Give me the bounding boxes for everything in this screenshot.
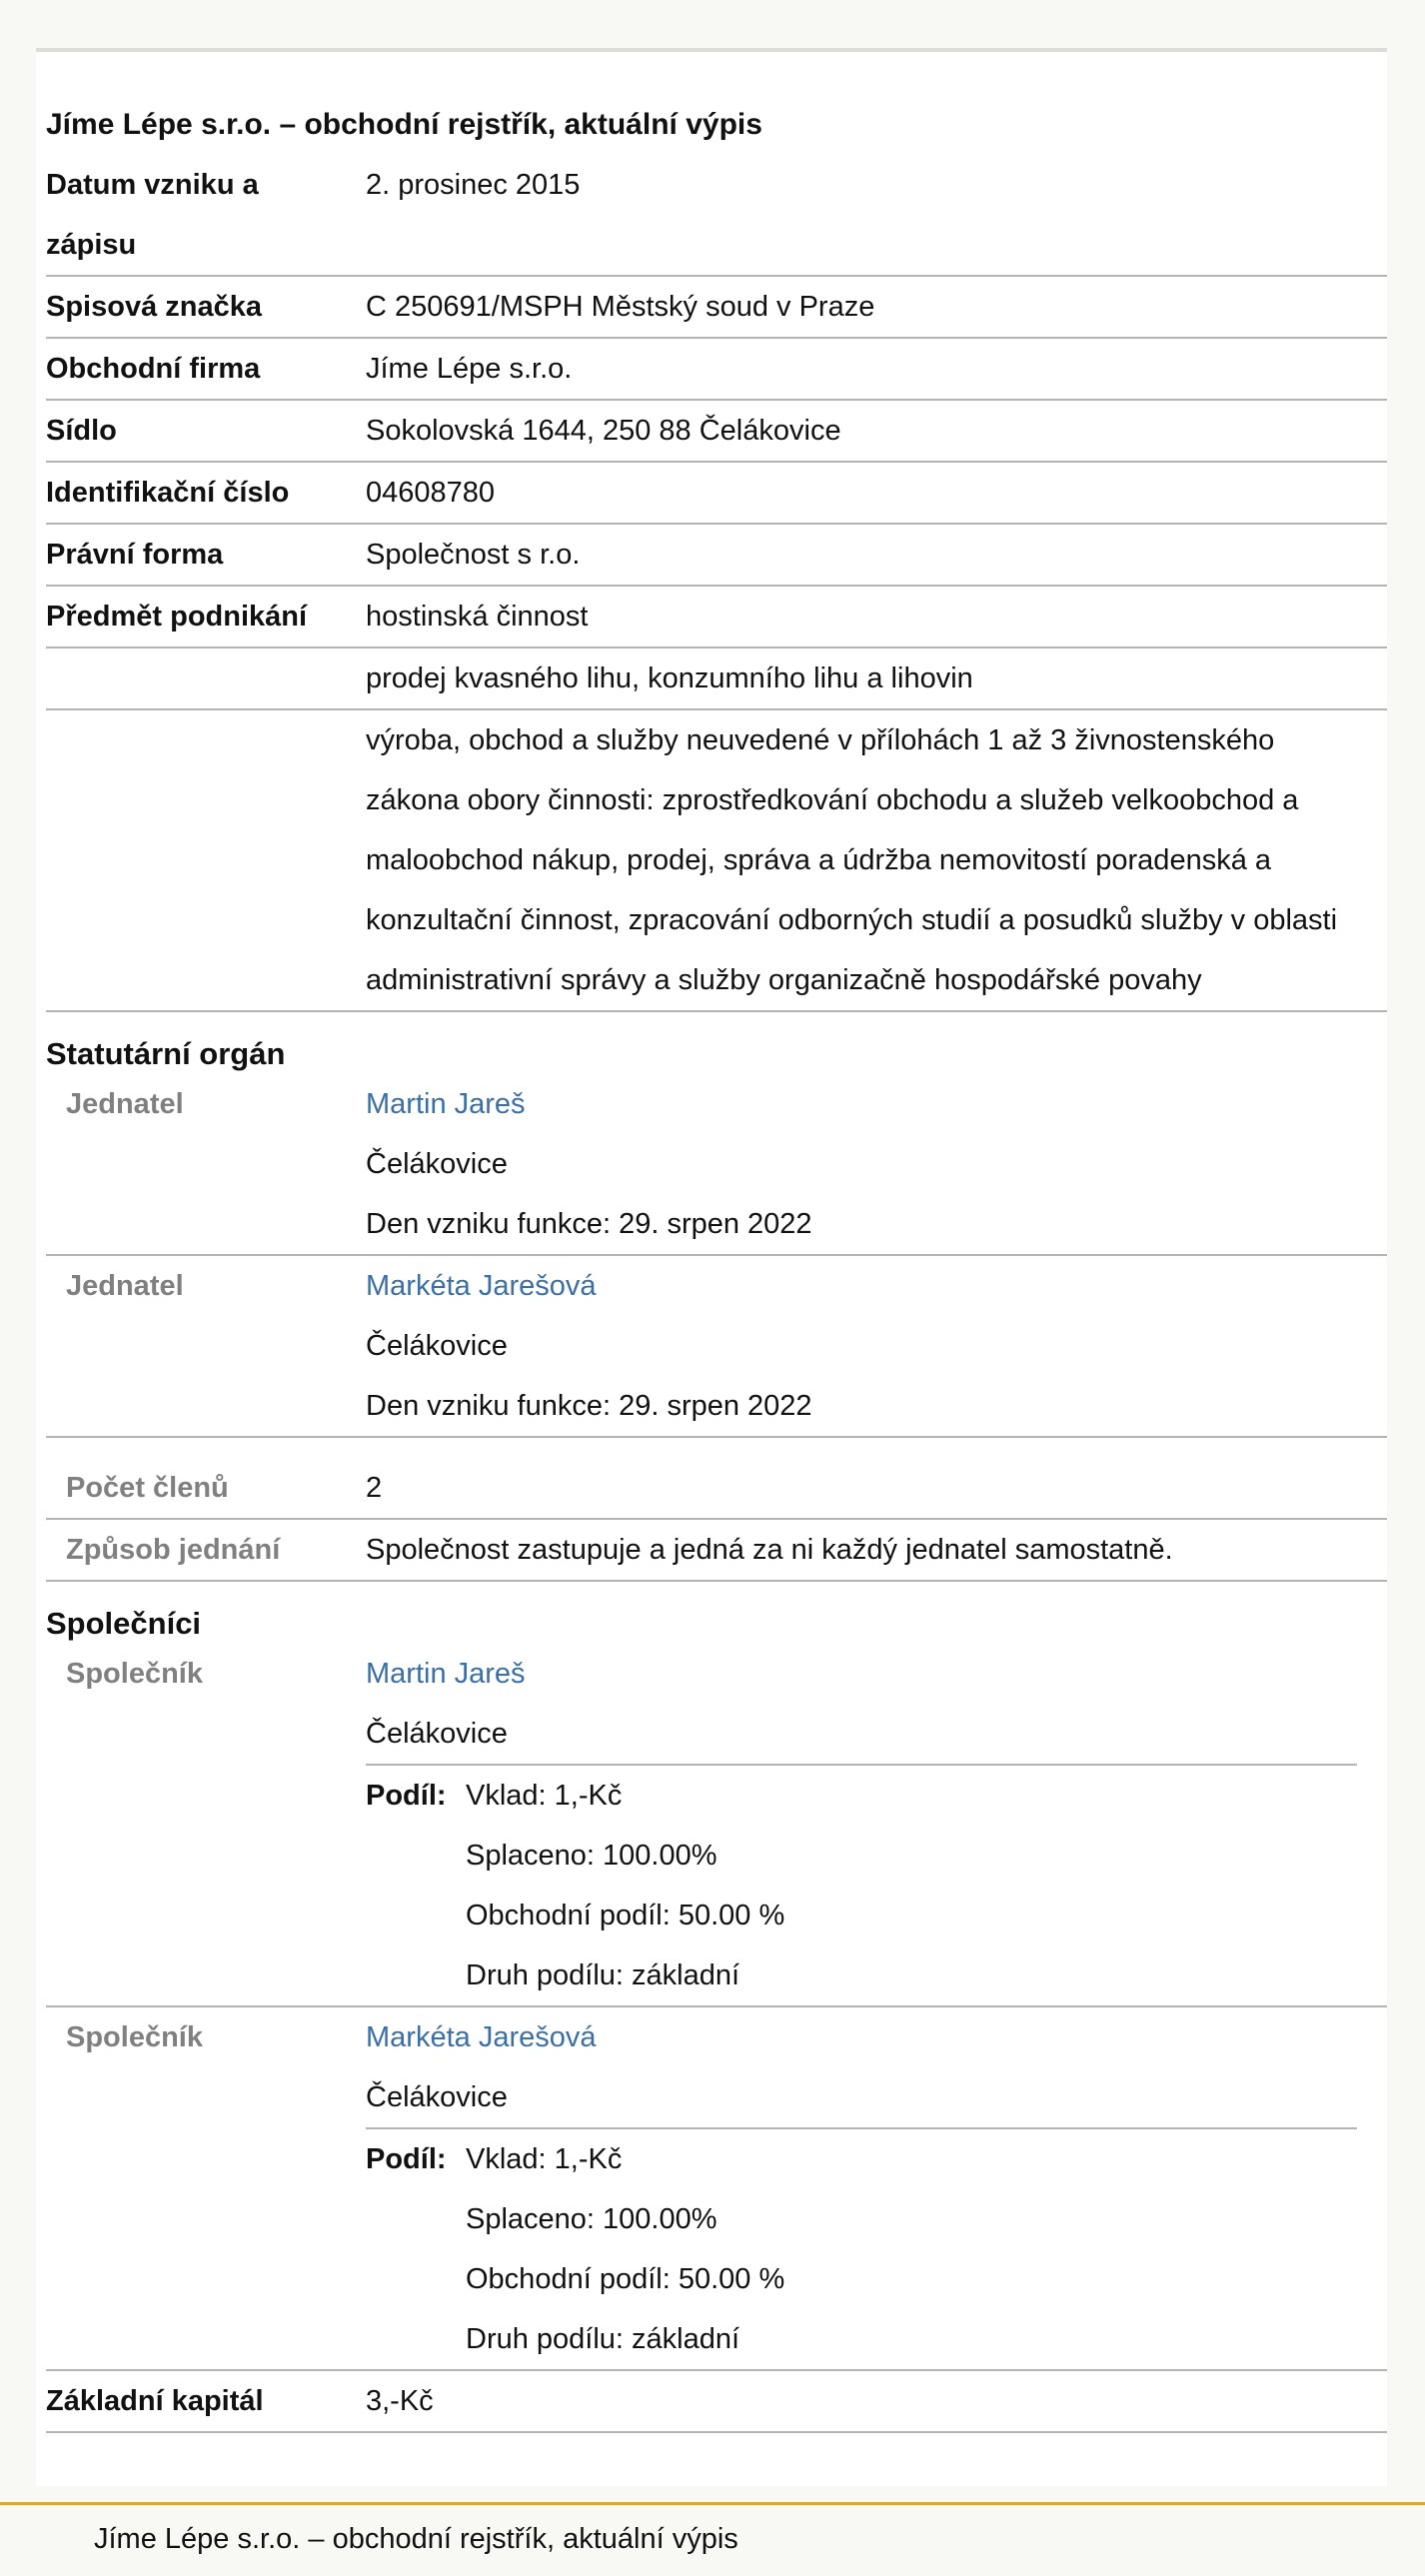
podil-line: Vklad: 1,-Kč: [466, 1780, 623, 1812]
section-heading: Statutární orgán: [46, 1036, 286, 1071]
podil-line: Splaceno: 100.00%: [466, 1840, 717, 1872]
podil-block: [366, 1764, 1357, 2005]
row-sublabel: Společník: [66, 2021, 203, 2053]
row-value: [366, 1644, 1387, 2005]
row-predmet: [46, 710, 1387, 1012]
row-label: Identifikační číslo: [46, 477, 290, 509]
row-label-empty: [46, 710, 366, 1010]
podil-line: Vklad: 1,-Kč: [466, 2143, 623, 2175]
row-sublabel: Jednatel: [66, 1270, 184, 1302]
row-sublabel: Počet členů: [66, 1472, 229, 1504]
page-title: Jíme Lépe s.r.o. – obchodní rejstřík, aktuální výpis: [46, 108, 762, 141]
row-label: Právní forma: [46, 539, 224, 571]
podil-line: Obchodní podíl: 50.00 %: [466, 1900, 785, 1932]
row-value: hostinská činnost: [366, 601, 589, 633]
jednatel-row: [46, 1256, 1387, 1438]
row-label-empty: [46, 648, 366, 708]
row-value-long: [366, 710, 1387, 1010]
row-label: Základní kapitál: [46, 2385, 264, 2417]
podil-line: Obchodní podíl: 50.00 %: [466, 2263, 785, 2295]
spolecnik-row: [46, 1644, 1387, 2007]
person-link[interactable]: Markéta Jarešová: [366, 1270, 597, 1302]
row-label: [46, 155, 366, 275]
row-value: Společnost zastupuje a jedná za ni každý jednatel samostatně.: [366, 1534, 1173, 1566]
function-since: Den vzniku funkce: 29. srpen 2022: [366, 1208, 812, 1240]
row-sublabel: Společník: [66, 1658, 203, 1690]
row-zpusob: [46, 1520, 1387, 1582]
row-value: Společnost s r.o.: [366, 539, 581, 571]
row-sublabel: Způsob jednání: [66, 1534, 281, 1566]
row-pocet: [46, 1458, 1387, 1520]
jednatel-row: [46, 1074, 1387, 1256]
text-line: administrativní správy a služby organizačně hospodářské povahy: [366, 964, 1202, 996]
podil-line: Splaceno: 100.00%: [466, 2203, 717, 2235]
row-predmet: [46, 648, 1387, 710]
text-line: konzultační činnost, zpracování odborných studií a posudků služby v oblasti: [366, 904, 1338, 936]
row-label: Spisová značka: [46, 291, 262, 323]
row-sidlo: [46, 401, 1387, 463]
person-city: Čelákovice: [366, 1718, 508, 1750]
row-kapital: [46, 2371, 1387, 2433]
row-value: 2. prosinec 2015: [366, 169, 581, 201]
podil-line: Druh podílu: základní: [466, 1959, 740, 1991]
row-value: [366, 2007, 1387, 2369]
podil-line: Druh podílu: základní: [466, 2323, 740, 2355]
row-value: prodej kvasného lihu, konzumního lihu a lihovin: [366, 662, 973, 694]
podil-values: [466, 2129, 784, 2369]
spolecnik-row: [46, 2007, 1387, 2371]
row-value: Sokolovská 1644, 250 88 Čelákovice: [366, 415, 841, 447]
row-predmet: [46, 587, 1387, 648]
footer: Jíme Lépe s.r.o. – obchodní rejstřík, aktuální výpis: [0, 2502, 1425, 2576]
row-value: 04608780: [366, 477, 496, 509]
row-label-line-2: zápisu: [46, 229, 137, 261]
row-value: [366, 1256, 1387, 1436]
person-link[interactable]: Markéta Jarešová: [366, 2021, 597, 2053]
row-label: Obchodní firma: [46, 353, 261, 385]
person-city: Čelákovice: [366, 2081, 508, 2113]
section-heading: Společníci: [46, 1606, 202, 1641]
row-label-line-1: Datum vzniku a: [46, 169, 259, 201]
text-line: výroba, obchod a služby neuvedené v přílohách 1 až 3 živnostenského: [366, 724, 1275, 756]
podil-label: Podíl:: [366, 1780, 447, 1812]
row-datum: [46, 155, 1387, 277]
text-line: zákona obory činnosti: zprostředkování obchodu a služeb velkoobchod a: [366, 784, 1299, 816]
podil-values: [466, 1766, 784, 2005]
row-value: [366, 1074, 1387, 1254]
row-value: 3,-Kč: [366, 2385, 434, 2417]
text-line: maloobchod nákup, prodej, správa a údržba nemovitostí poradenská a: [366, 844, 1272, 876]
person-link[interactable]: Martin Jareš: [366, 1088, 526, 1120]
row-forma: [46, 525, 1387, 587]
row-label: Sídlo: [46, 415, 117, 447]
person-link[interactable]: Martin Jareš: [366, 1658, 526, 1690]
row-firma: [46, 339, 1387, 401]
row-value: Jíme Lépe s.r.o.: [366, 353, 573, 385]
person-city: Čelákovice: [366, 1330, 508, 1362]
row-label: Předmět podnikání: [46, 601, 308, 633]
row-value: 2: [366, 1472, 383, 1504]
row-sublabel: Jednatel: [66, 1088, 184, 1120]
person-city: Čelákovice: [366, 1148, 508, 1180]
row-spis: [46, 277, 1387, 339]
podil-label: Podíl:: [366, 2143, 447, 2175]
row-ico: [46, 463, 1387, 525]
record-card: [36, 48, 1387, 2486]
podil-block: [366, 2127, 1357, 2369]
function-since: Den vzniku funkce: 29. srpen 2022: [366, 1390, 812, 1422]
row-value: C 250691/MSPH Městský soud v Praze: [366, 291, 875, 323]
